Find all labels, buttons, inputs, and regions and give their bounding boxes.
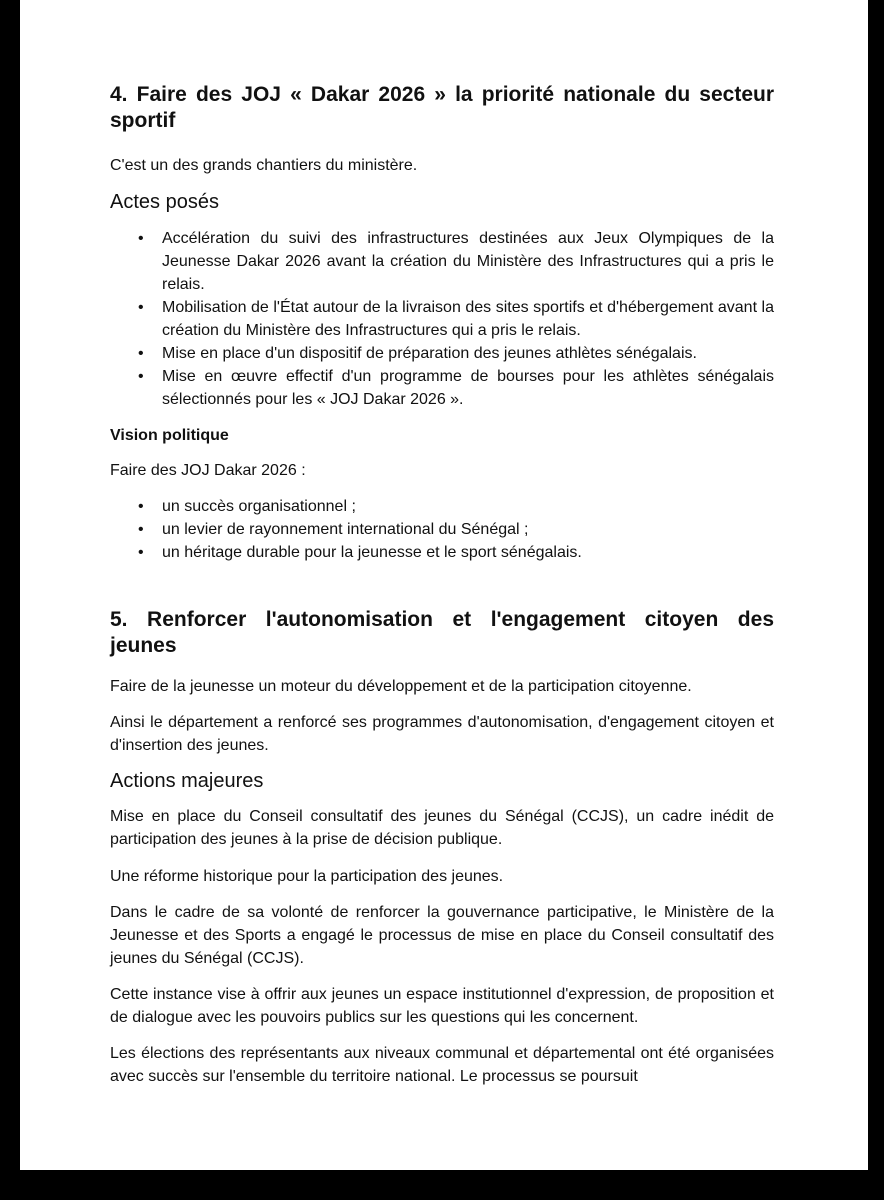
actions-majeures-heading: Actions majeures (110, 770, 264, 792)
list-item: • Mise en place d'un dispositif de préparation des jeunes athlètes sénégalais. (162, 342, 774, 365)
section-5-title: 5. Renforcer l'autonomisation et l'engagement citoyen des jeunes (110, 608, 774, 657)
document-page (20, 0, 868, 1170)
vision-list (110, 495, 774, 564)
section-5-paragraph-4: Une réforme historique pour la participation des jeunes. (110, 868, 504, 885)
section-5-paragraph-3: Mise en place du Conseil consultatif des jeunes du Sénégal (CCJS), un cadre inédit de participation des jeunes à la prise de décision publique. (110, 808, 774, 848)
vision-politique-heading: Vision politique (110, 427, 229, 444)
list-item: • Mobilisation de l'État autour de la livraison des sites sportifs et d'hébergement avant la création du Ministère des Infrastructures qui a pris le relais. (162, 296, 774, 342)
list-item: • un héritage durable pour la jeunesse et le sport sénégalais. (162, 541, 774, 564)
document-content (110, 82, 774, 1088)
section-5-paragraph-5: Dans le cadre de sa volonté de renforcer la gouvernance participative, le Ministère de la Jeunesse et des Sports a engagé le processus de mise en place du Conseil consultatif des jeunes du Sénégal (CCJS). (110, 904, 774, 967)
list-item: • Accélération du suivi des infrastructures destinées aux Jeux Olympiques de la Jeunesse Dakar 2026 avant la création du Ministère des Infrastructures qui a pris le relais. (162, 227, 774, 296)
section-5-paragraph-1: Faire de la jeunesse un moteur du développement et de la participation citoyenne. (110, 678, 692, 695)
list-item: • un levier de rayonnement international du Sénégal ; (162, 518, 774, 541)
list-item: • un succès organisationnel ; (162, 495, 774, 518)
actes-poses-heading: Actes posés (110, 191, 219, 213)
section-5-paragraph-6: Cette instance vise à offrir aux jeunes un espace institutionnel d'expression, de proposition et de dialogue avec les pouvoirs publics sur les questions qui les concernent. (110, 986, 774, 1026)
list-item: • Mise en œuvre effectif d'un programme de bourses pour les athlètes sénégalais sélectionnés pour les « JOJ Dakar 2026 ». (162, 365, 774, 411)
section-4-title: 4. Faire des JOJ « Dakar 2026 » la priorité nationale du secteur sportif (110, 83, 774, 132)
vision-intro: Faire des JOJ Dakar 2026 : (110, 462, 306, 479)
section-4-intro: C'est un des grands chantiers du ministère. (110, 157, 418, 174)
section-5-paragraph-7: Les élections des représentants aux niveaux communal et départemental ont été organisées avec succès sur l'ensemble du territoire national. Le processus se poursuit (110, 1045, 774, 1085)
section-5-paragraph-2: Ainsi le département a renforcé ses programmes d'autonomisation, d'engagement citoyen et d'insertion des jeunes. (110, 714, 774, 754)
actes-poses-list (110, 227, 774, 411)
